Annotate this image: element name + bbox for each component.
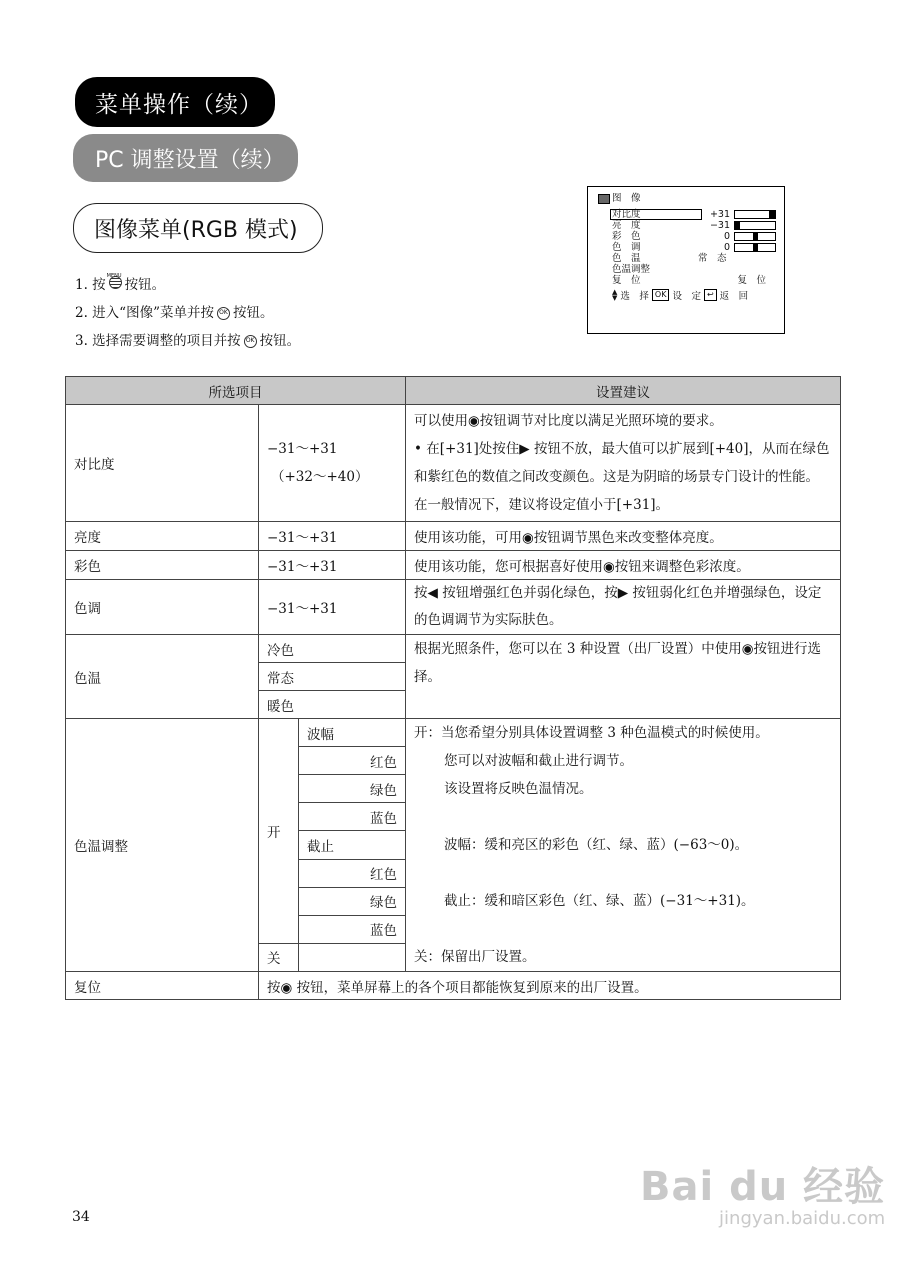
osd-row-label: 色 调	[612, 242, 641, 253]
ok-button-icon: OK	[217, 307, 230, 320]
item-tint: 色调	[66, 580, 259, 635]
watermark-url: jingyan.baidu.com	[719, 1208, 886, 1229]
step-1	[75, 271, 300, 299]
contrast-range	[259, 405, 406, 522]
temp-adjust-advice-2: 您可以对波幅和截止进行调节。	[444, 753, 634, 769]
table-row	[66, 580, 841, 635]
table-row	[66, 522, 841, 551]
temp-adjust-advice-1: 开：当您希望分别具体设置调整 3 种色温模式的时候使用。	[414, 725, 769, 741]
step-3-text-a: 3. 选择需要调整的项目并按	[75, 333, 241, 349]
col-header-item: 所选项目	[66, 377, 406, 405]
item-reset: 复位	[66, 972, 259, 1000]
temp-adjust-advice-5: 截止：缓和暗区彩色（红、绿、蓝）(−31～+31)。	[444, 893, 755, 909]
ok-key-icon: OK	[652, 289, 670, 301]
osd-reset-value: 复 位	[737, 275, 766, 286]
osd-slider	[734, 243, 776, 252]
cutoff-green: 绿色	[299, 887, 406, 915]
osd-row-value: 0	[723, 231, 730, 242]
brightness-range: −31～+31	[259, 522, 406, 551]
temp-adjust-advice-6: 关：保留出厂设置。	[414, 949, 536, 965]
picture-menu-icon	[598, 194, 610, 204]
empty-cell	[299, 943, 406, 971]
temp-adjust-on: 开	[259, 719, 299, 944]
gain-blue: 蓝色	[299, 803, 406, 831]
osd-nav-bar	[612, 288, 748, 302]
item-temp-adjust: 色温调整	[66, 719, 259, 972]
menu-icon-label: MENU	[106, 273, 122, 279]
page-title: 图像菜单(RGB 模式)	[73, 203, 323, 253]
temp-option-cool: 冷色	[259, 635, 406, 663]
watermark-brand: Bai du 经验	[640, 1164, 886, 1210]
table-row	[66, 635, 841, 663]
menu-button-icon	[106, 271, 122, 299]
tint-range: −31～+31	[259, 580, 406, 635]
table-row	[66, 972, 841, 1000]
updown-arrow-icon: ▲ ▼	[612, 288, 618, 302]
step-2-text-b: 按钮。	[232, 305, 274, 321]
temp-option-normal: 常态	[259, 663, 406, 691]
cutoff-label: 截止	[299, 831, 406, 859]
subsection-header: PC 调整设置（续）	[73, 134, 298, 182]
osd-reset-label: 复 位	[612, 275, 641, 286]
table-row	[66, 405, 841, 522]
baidu-watermark	[640, 1155, 885, 1229]
temp-adjust-advice-3: 该设置将反映色温情况。	[444, 781, 593, 797]
return-key-icon: ↩	[704, 289, 717, 301]
color-range: −31～+31	[259, 551, 406, 580]
color-temp-advice: 根据光照条件，您可以在 3 种设置（出厂设置）中使用◉按钮进行选择。	[406, 635, 841, 719]
color-advice: 使用该功能，您可根据喜好使用◉按钮来调整色彩浓度。	[406, 551, 841, 580]
osd-temp-label: 色 温	[612, 253, 641, 264]
table-row	[66, 719, 841, 747]
step-3-text-b: 按钮。	[259, 333, 301, 349]
temp-adjust-advice	[406, 719, 841, 972]
table-row	[66, 551, 841, 580]
gain-green: 绿色	[299, 775, 406, 803]
osd-row-value: −31	[709, 220, 730, 231]
temp-adjust-off: 关	[259, 943, 299, 971]
brightness-advice: 使用该功能，可用◉按钮调节黑色来改变整体亮度。	[406, 522, 841, 551]
osd-slider	[734, 221, 776, 230]
step-1-text-a: 1. 按	[75, 277, 106, 293]
contrast-advice-1: 可以使用◉按钮调节对比度以满足光照环境的要求。	[414, 413, 723, 429]
osd-menu-screen	[587, 186, 785, 334]
tint-advice: 按◀ 按钮增强红色并弱化绿色，按▶ 按钮弱化红色并增强绿色，设定的色调调节为实际肤色。	[406, 580, 841, 635]
contrast-advice-2: • 在[+31]处按住▶ 按钮不放，最大值可以扩展到[+40]，从而在绿色和紫红色的数值之间改变颜色。这是为阴暗的场景专门设计的性能。在一般情况下，建议将设定值小于[+31]。	[414, 441, 830, 513]
nav-return-label: 返 回	[719, 291, 749, 302]
osd-slider	[734, 232, 776, 241]
osd-row-value: 0	[723, 242, 730, 253]
osd-title: 图 像	[612, 193, 641, 204]
instruction-steps	[75, 271, 300, 355]
reset-advice: 按◉ 按钮，菜单屏幕上的各个项目都能恢复到原来的出厂设置。	[259, 972, 841, 1000]
item-contrast: 对比度	[66, 405, 259, 522]
cutoff-blue: 蓝色	[299, 915, 406, 943]
settings-table	[65, 376, 841, 1000]
step-2-text-a: 2. 进入“图像”菜单并按	[75, 305, 214, 321]
page-number: 34	[72, 1209, 90, 1225]
col-header-advice: 设置建议	[406, 377, 841, 405]
step-2	[75, 299, 300, 327]
osd-row-label: 对比度	[612, 209, 641, 220]
cutoff-red: 红色	[299, 859, 406, 887]
osd-row-label: 亮 度	[612, 220, 641, 231]
gain-red: 红色	[299, 747, 406, 775]
item-brightness: 亮度	[66, 522, 259, 551]
osd-temp-adjust: 色温调整	[612, 264, 651, 275]
ok-button-icon: OK	[244, 335, 257, 348]
osd-temp-value: 常 态	[698, 253, 727, 264]
item-color-temp: 色温	[66, 635, 259, 719]
nav-select-label: 选 择	[620, 291, 649, 302]
item-color: 彩色	[66, 551, 259, 580]
osd-row-value: +31	[709, 209, 730, 220]
osd-slider	[734, 210, 776, 219]
contrast-range-extended: （+32～+40）	[271, 469, 369, 485]
nav-set-label: 设 定	[672, 291, 701, 302]
section-header: 菜单操作（续）	[75, 77, 275, 127]
step-3	[75, 327, 300, 355]
contrast-advice	[406, 405, 841, 522]
step-1-text-b: 按钮。	[124, 277, 166, 293]
gain-label: 波幅	[299, 719, 406, 747]
temp-option-warm: 暖色	[259, 691, 406, 719]
contrast-range-normal: −31～+31	[267, 441, 338, 457]
temp-adjust-advice-4: 波幅：缓和亮区的彩色（红、绿、蓝）(−63～0)。	[444, 837, 749, 853]
osd-row-label: 彩 色	[612, 231, 641, 242]
